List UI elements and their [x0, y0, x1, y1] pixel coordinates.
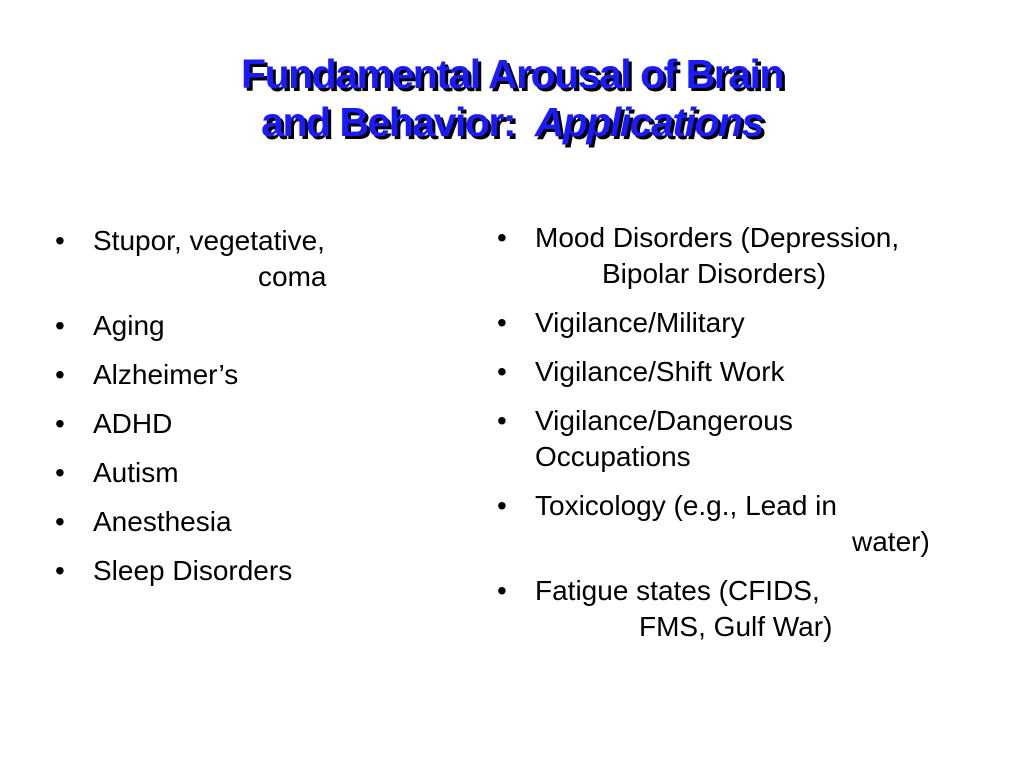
list-item — [55, 357, 475, 393]
bullet-icon: • — [55, 457, 65, 488]
left-bullet-list — [55, 223, 475, 602]
list-item-text: Anesthesia — [93, 506, 232, 537]
right-bullet-list — [497, 220, 1007, 658]
list-item — [497, 220, 1007, 292]
list-item-continuation: water) — [852, 526, 930, 557]
title-line-2 — [0, 98, 1024, 146]
bullet-icon: • — [497, 356, 507, 387]
list-item — [55, 553, 475, 589]
list-item — [497, 573, 1007, 645]
list-item — [55, 504, 475, 540]
bullet-icon: • — [55, 359, 65, 390]
title-line-2-plain: and Behavior: — [261, 99, 516, 145]
slide-title — [0, 50, 1024, 146]
list-item-continuation: FMS, Gulf War) — [639, 611, 833, 642]
list-item-text: Vigilance/Military — [535, 307, 745, 338]
list-item-text: Alzheimer’s — [93, 359, 239, 390]
bullet-icon: • — [55, 408, 65, 439]
list-item-text: Vigilance/Dangerous — [535, 405, 793, 436]
list-item — [497, 354, 1007, 390]
list-item-text: Mood Disorders (Depression, — [535, 222, 900, 253]
bullet-icon: • — [55, 506, 65, 537]
list-item — [55, 406, 475, 442]
list-item-text: Autism — [93, 457, 179, 488]
list-item-continuation: coma — [258, 261, 327, 292]
list-item — [55, 308, 475, 344]
bullet-icon: • — [55, 555, 65, 586]
bullet-icon: • — [497, 490, 507, 521]
list-item-text: Toxicology (e.g., Lead in — [535, 490, 837, 521]
list-item — [55, 455, 475, 491]
list-item-text: Vigilance/Shift Work — [535, 356, 785, 387]
bullet-icon: • — [497, 307, 507, 338]
bullet-icon: • — [55, 225, 65, 256]
list-item-text: Fatigue states (CFIDS, — [535, 575, 820, 606]
list-item — [55, 223, 475, 295]
list-item-text: Aging — [93, 310, 165, 341]
list-item-continuation: Occupations — [535, 441, 691, 472]
bullet-icon: • — [55, 310, 65, 341]
list-item — [497, 305, 1007, 341]
title-line-2-italic: Applications — [534, 99, 763, 145]
list-item-text: Sleep Disorders — [93, 555, 293, 586]
bullet-icon: • — [497, 575, 507, 606]
bullet-icon: • — [497, 222, 507, 253]
list-item-text: Stupor, vegetative, — [93, 225, 325, 256]
bullet-icon: • — [497, 405, 507, 436]
list-item — [497, 488, 1007, 560]
list-item — [497, 403, 1007, 475]
list-item-text: ADHD — [93, 408, 173, 439]
list-item-continuation: Bipolar Disorders) — [602, 258, 827, 289]
title-line-1: Fundamental Arousal of Brain — [241, 51, 783, 97]
